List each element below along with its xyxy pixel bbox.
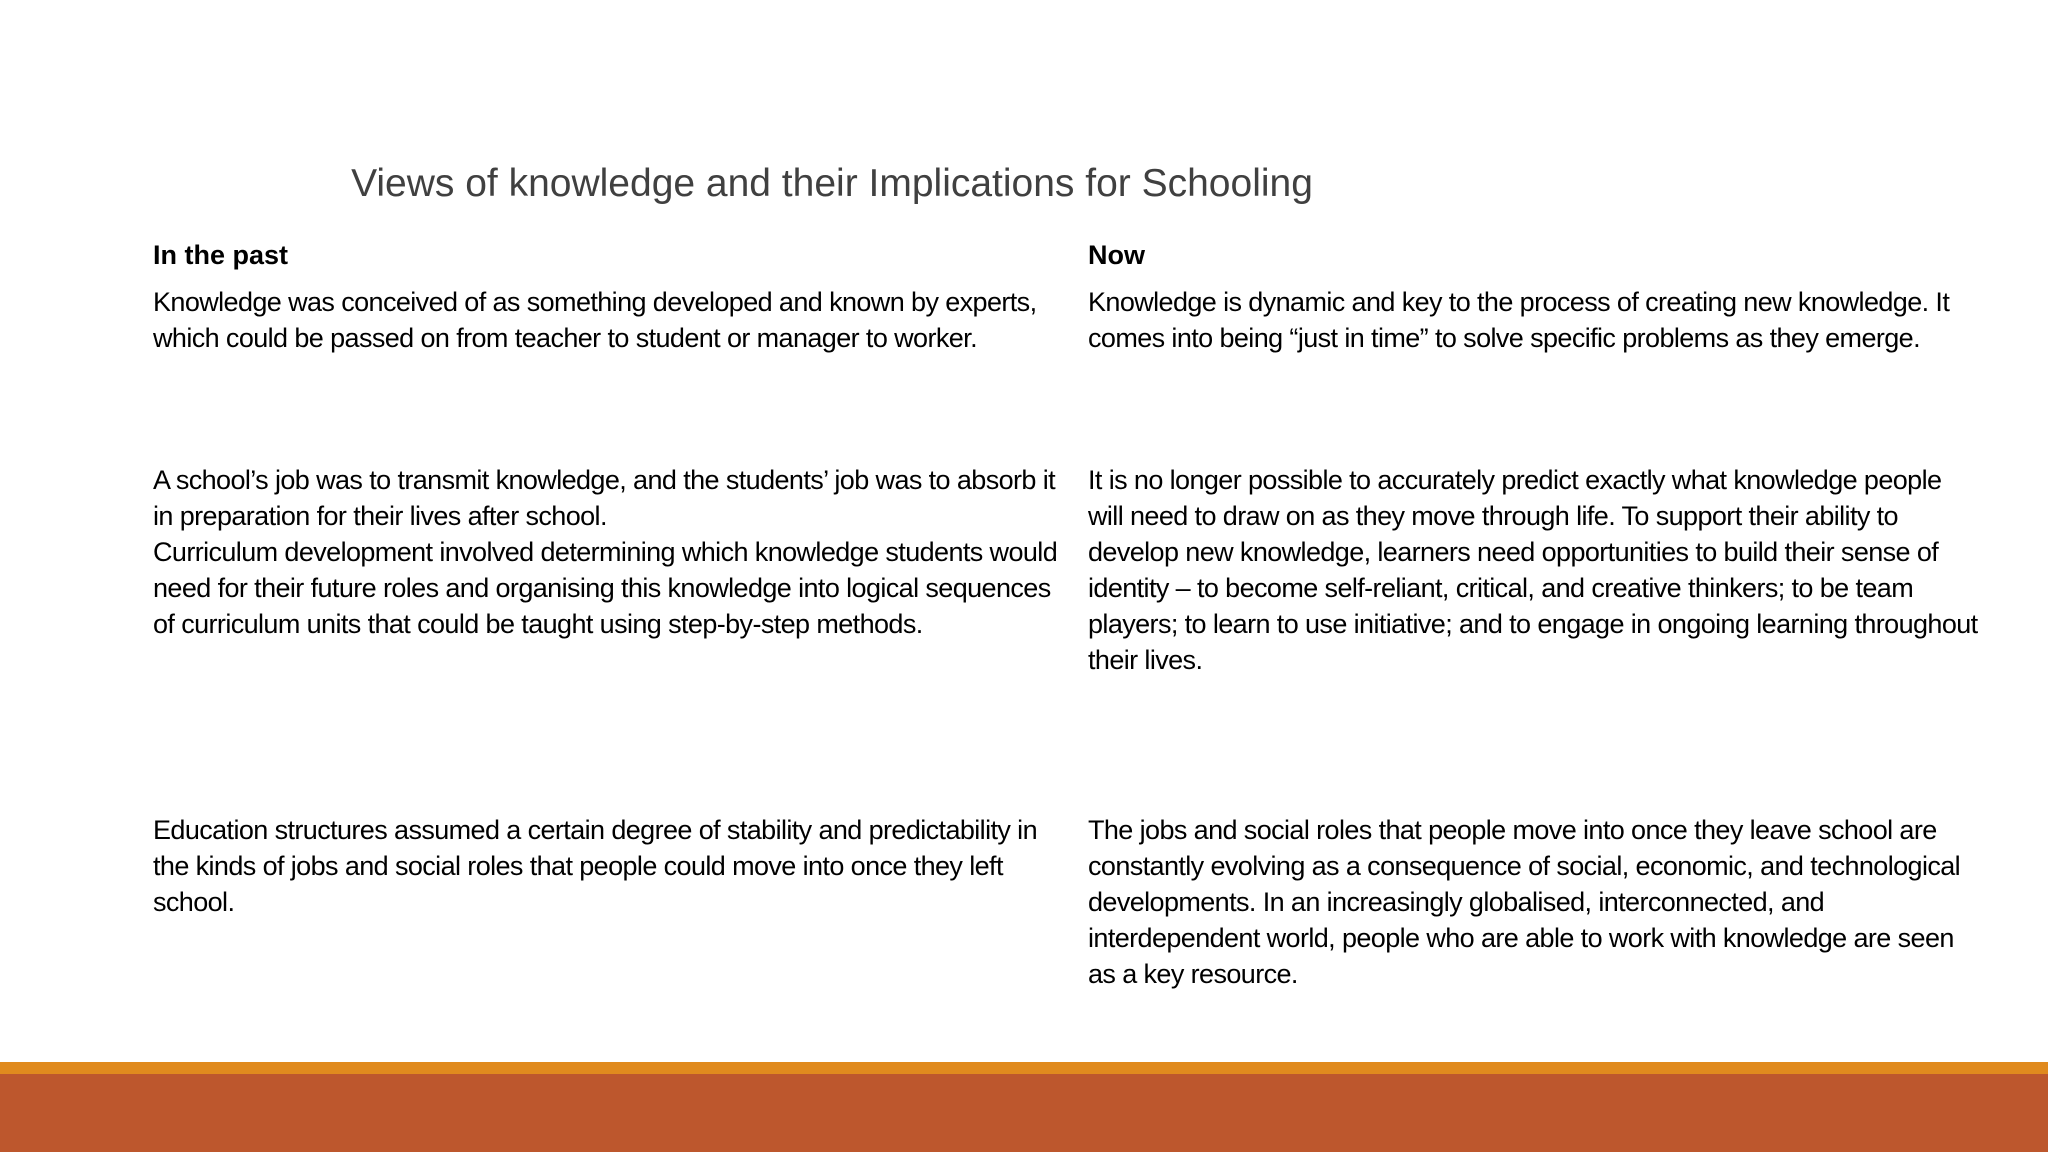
now-cell-row-1 <box>1088 284 1983 356</box>
past-paragraph: Education structures assumed a certain degree of stability and predictability in the kinds of jobs and social roles that people could move into once they left school. <box>153 815 1038 917</box>
column-header-past: In the past <box>153 240 289 270</box>
past-cell-row-1 <box>153 284 1078 356</box>
footer-accent-line <box>0 1062 2048 1074</box>
now-paragraph: The jobs and social roles that people move into once they leave school are constantly evolving as a consequence of social, economic, and technological developments. In an increasingly globalised, interconnected, and interdependent world, people who are able to work with knowledge are seen as a key resource. <box>1088 815 1961 989</box>
past-paragraph: Knowledge was conceived of as something developed and known by experts, which could be passed on from teacher to student or manager to worker. <box>153 287 1037 353</box>
column-header-now: Now <box>1088 240 1145 270</box>
now-paragraph: Knowledge is dynamic and key to the process of creating new knowledge. It comes into being “just in time” to solve specific problems as they emerge. <box>1088 287 1950 353</box>
past-cell-row-2 <box>153 462 1078 642</box>
past-paragraph: Curriculum development involved determining which knowledge students would need for their future roles and organising this knowledge into logical sequences of curriculum units that could be taught using step-by-step methods. <box>153 537 1058 639</box>
past-cell-row-3 <box>153 812 1078 920</box>
footer-bar <box>0 1074 2048 1152</box>
now-paragraph: It is no longer possible to accurately predict exactly what knowledge people will need to draw on as they move through life. To support their ability to develop new knowledge, learners need opportunities to build their sense of identity – to become self-reliant, critical, and creative thinkers; to be team players; to learn to use initiative; and to engage in ongoing learning throughout their lives. <box>1088 465 1978 675</box>
past-paragraph: A school’s job was to transmit knowledge, and the students’ job was to absorb it in preparation for their lives after school. <box>153 465 1056 531</box>
now-cell-row-3 <box>1088 812 1983 992</box>
now-cell-row-2 <box>1088 462 1983 678</box>
slide-title: Views of knowledge and their Implications for Schooling <box>351 162 1313 205</box>
